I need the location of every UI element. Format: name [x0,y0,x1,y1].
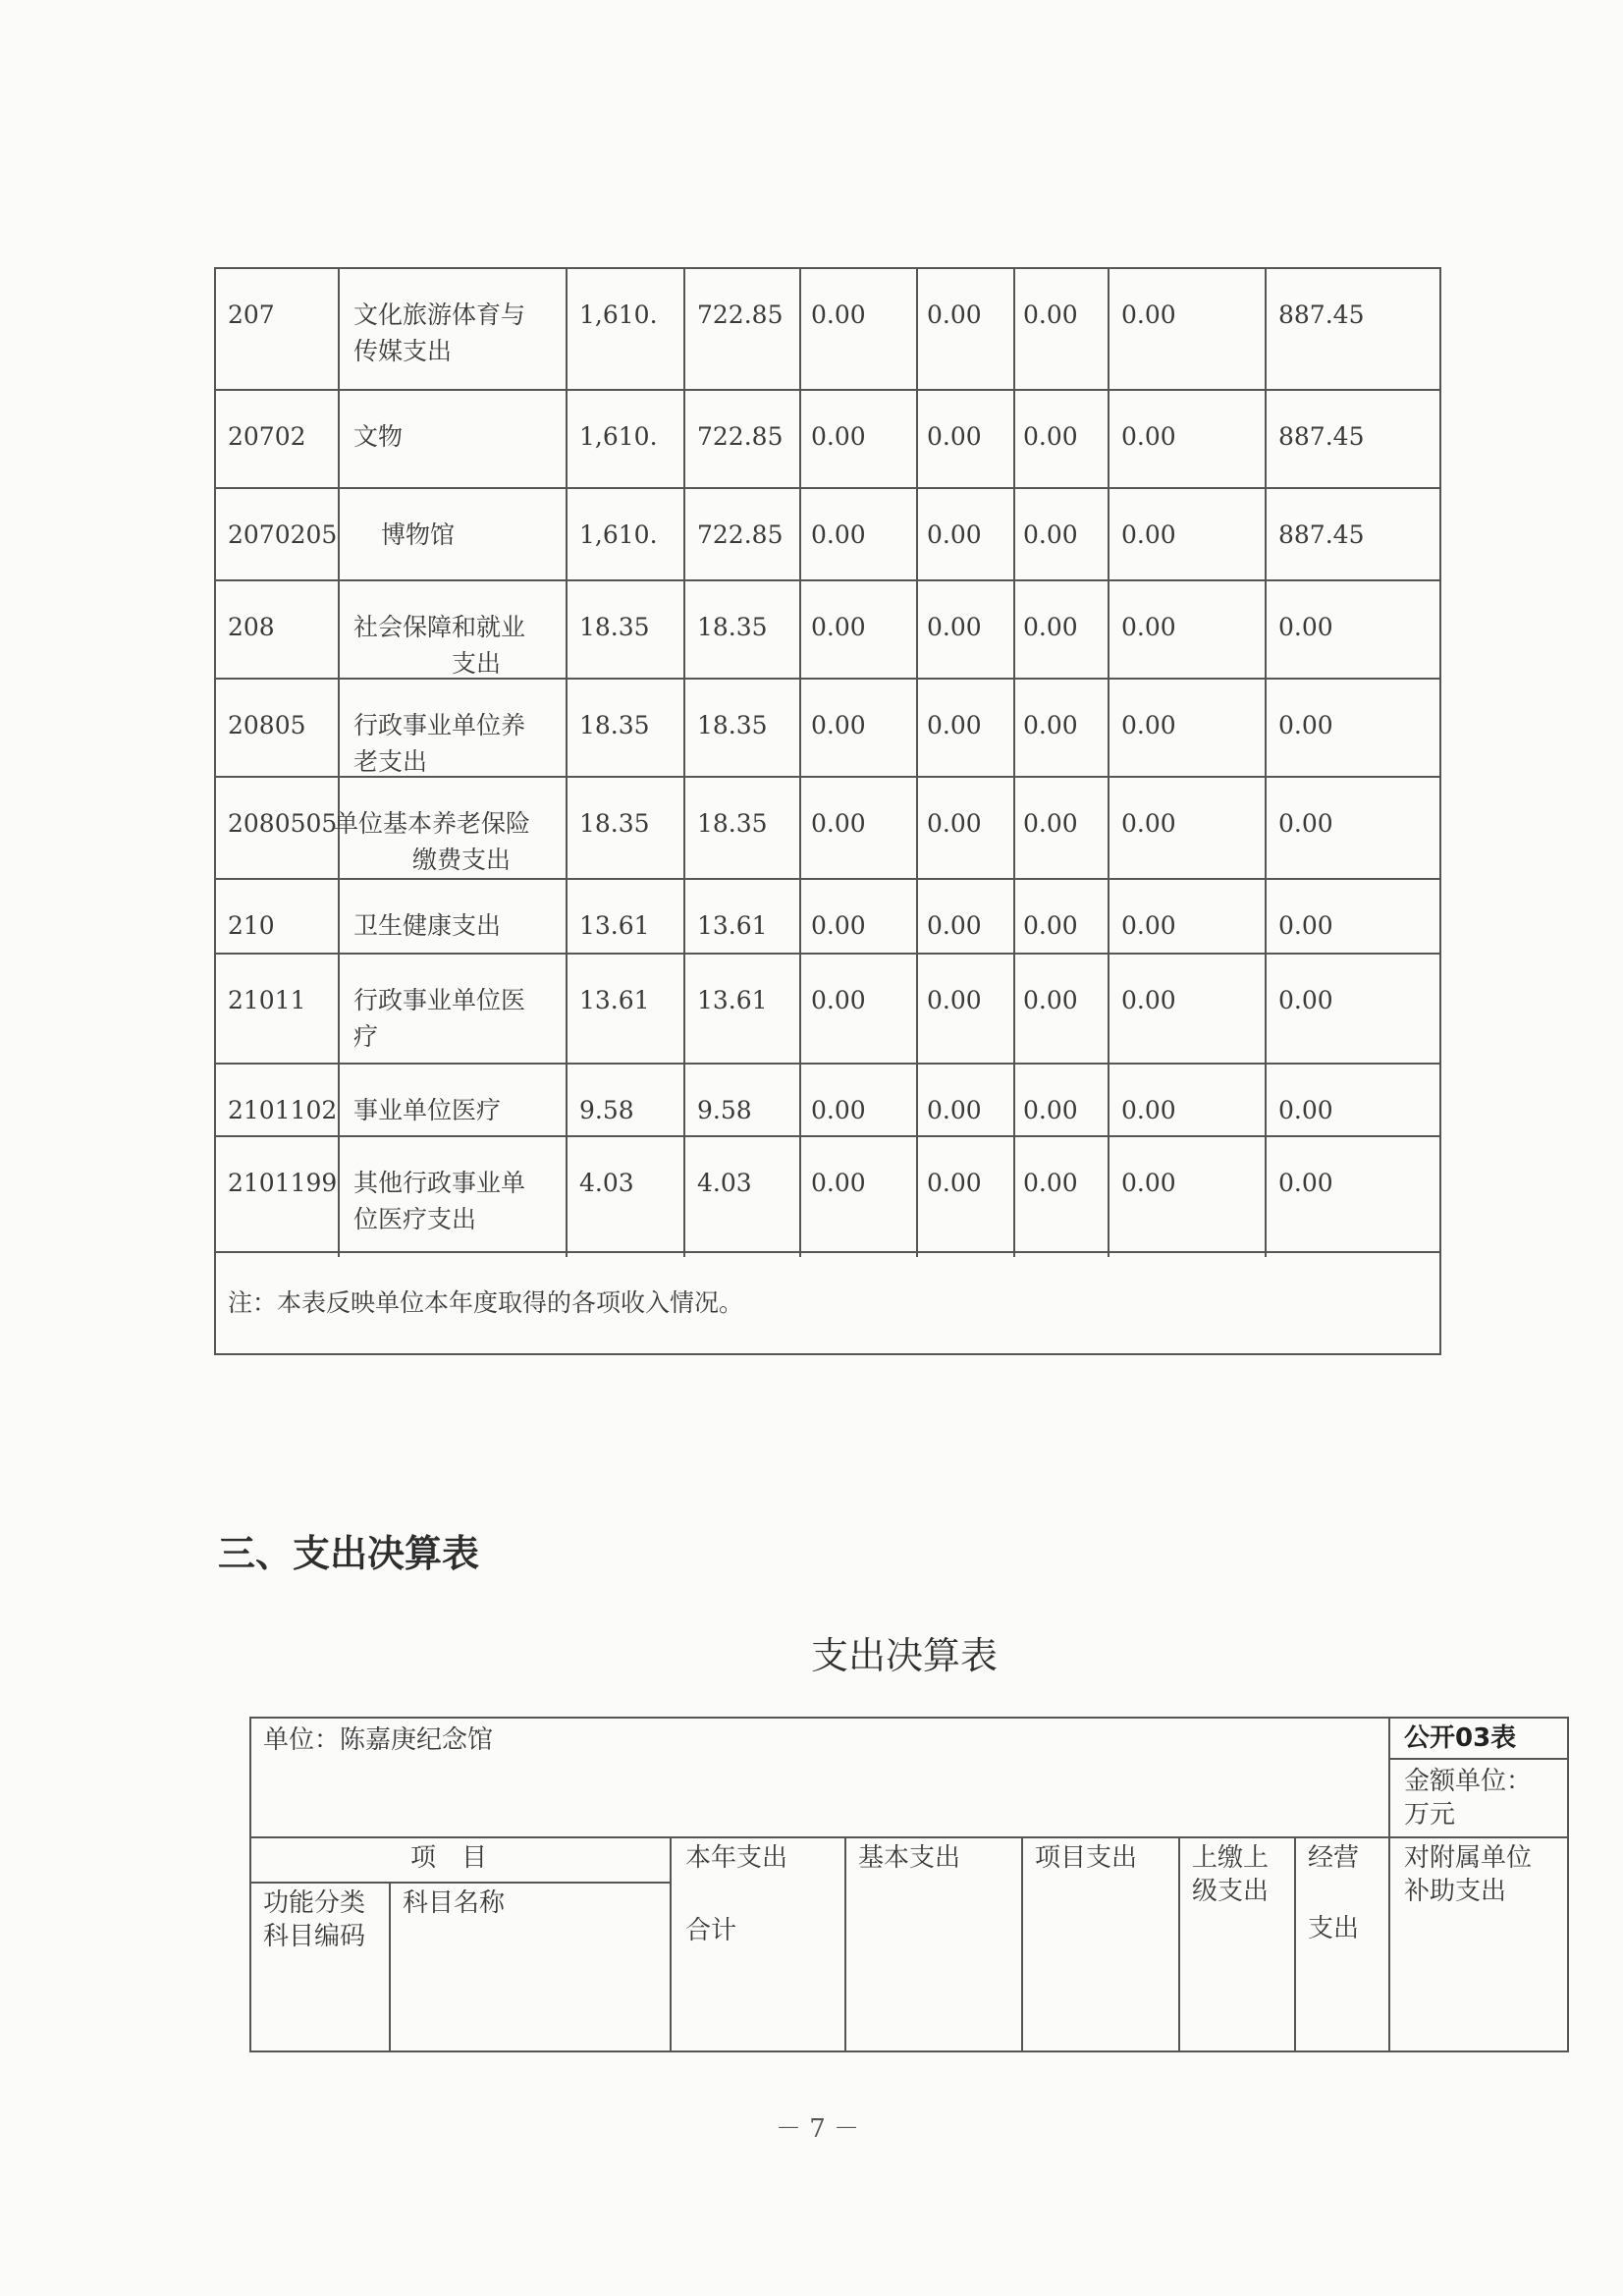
row-value: 9.58 [579,1096,634,1124]
row-value: 18.35 [579,613,650,641]
row-value: 0.00 [1278,1096,1333,1124]
row-value: 0.00 [1278,809,1333,838]
row-code: 208 [228,613,275,641]
row-value: 0.00 [1023,1096,1078,1124]
row-value: 0.00 [1278,711,1333,739]
row-value: 18.35 [579,809,650,838]
row-code: 2070205 [228,520,338,549]
row-value: 887.45 [1278,301,1365,329]
unit-label: 单位：陈嘉庚纪念馆 [263,1725,494,1755]
row-value: 0.00 [811,809,866,838]
row-value: 0.00 [927,520,982,549]
header-code-line2: 科目编码 [263,1922,366,1951]
row-value: 722.85 [697,520,784,549]
header-remit-line1: 上缴上 [1192,1843,1270,1873]
row-value: 18.35 [579,711,650,739]
row-value: 1,610. [579,520,658,549]
row-value: 0.00 [1121,1169,1176,1197]
row-value: 0.00 [1278,986,1333,1014]
row-code: 2101199 [228,1169,338,1197]
row-value: 0.00 [1278,911,1333,940]
row-value: 0.00 [927,711,982,739]
row-value: 0.00 [1278,613,1333,641]
row-value: 0.00 [1023,520,1078,549]
row-value: 0.00 [1121,422,1176,451]
row-value: 0.00 [927,986,982,1014]
row-name: 文物 [353,422,404,451]
row-name: 行政事业单位养 [353,711,526,739]
row-value: 0.00 [811,1096,866,1124]
header-subsidy-line1: 对附属单位 [1404,1843,1533,1873]
row-value: 0.00 [927,422,982,451]
row-name: 卫生健康支出 [353,911,502,940]
row-value: 0.00 [1121,301,1176,329]
row-name: 支出 [452,649,502,678]
amount-unit-label: 金额单位： [1404,1767,1533,1796]
header-project: 项目支出 [1035,1843,1138,1873]
row-value: 0.00 [1023,1169,1078,1197]
row-name: 老支出 [353,747,428,776]
row-name: 单位基本养老保险 [334,809,531,838]
row-value: 13.61 [697,986,768,1014]
row-value: 0.00 [927,809,982,838]
header-subsidy-line2: 补助支出 [1404,1877,1507,1906]
row-value: 0.00 [811,422,866,451]
row-name: 文化旅游体育与 [353,301,526,329]
row-name: 传媒支出 [353,337,453,365]
row-value: 0.00 [1023,711,1078,739]
row-code: 2080505 [228,809,338,838]
row-value: 0.00 [1023,613,1078,641]
row-value: 722.85 [697,422,784,451]
row-value: 1,610. [579,422,658,451]
row-value: 0.00 [1023,986,1078,1014]
row-value: 0.00 [1121,711,1176,739]
row-value: 0.00 [1121,1096,1176,1124]
row-value: 0.00 [927,1169,982,1197]
row-code: 207 [228,301,275,329]
form-number: 公开03表 [1404,1723,1517,1753]
row-code: 2101102 [228,1096,338,1124]
amount-unit-value: 万元 [1404,1800,1456,1830]
row-value: 887.45 [1278,520,1365,549]
row-value: 18.35 [697,809,768,838]
row-value: 0.00 [1023,809,1078,838]
row-name: 事业单位医疗 [353,1096,502,1124]
row-value: 13.61 [579,986,650,1014]
row-name: 其他行政事业单 [353,1169,526,1197]
row-value: 0.00 [811,520,866,549]
row-name: 社会保障和就业 [353,613,526,641]
row-value: 18.35 [697,613,768,641]
row-name: 缴费支出 [412,846,512,874]
page-number: － 7 － [776,2114,860,2144]
header-remit-line2: 级支出 [1192,1877,1270,1906]
row-value: 0.00 [1121,809,1176,838]
expense-table-title: 支出决算表 [811,1634,999,1677]
row-value: 0.00 [1023,301,1078,329]
row-value: 0.00 [1121,613,1176,641]
header-total-line1: 本年支出 [685,1843,788,1873]
row-code: 20702 [228,422,306,451]
row-value: 0.00 [811,911,866,940]
header-basic: 基本支出 [858,1843,961,1873]
row-value: 0.00 [1023,911,1078,940]
row-value: 0.00 [811,1169,866,1197]
header-item: 项 目 [410,1843,488,1873]
row-value: 0.00 [927,1096,982,1124]
row-value: 0.00 [811,613,866,641]
row-value: 1,610. [579,301,658,329]
row-value: 0.00 [811,301,866,329]
row-code: 20805 [228,711,306,739]
row-name: 位医疗支出 [353,1205,477,1233]
header-business-line1: 经营 [1308,1843,1360,1873]
row-value: 722.85 [697,301,784,329]
row-name: 疗 [353,1022,379,1051]
row-code: 210 [228,911,275,940]
row-value: 4.03 [697,1169,752,1197]
row-name: 博物馆 [381,520,456,549]
header-name: 科目名称 [403,1888,506,1918]
row-value: 887.45 [1278,422,1365,451]
row-value: 0.00 [1121,520,1176,549]
header-business-line2: 支出 [1308,1914,1360,1943]
row-value: 0.00 [927,613,982,641]
row-value: 0.00 [1121,986,1176,1014]
row-value: 0.00 [927,301,982,329]
row-value: 13.61 [697,911,768,940]
row-value: 0.00 [1278,1169,1333,1197]
header-code-line1: 功能分类 [263,1888,366,1918]
row-value: 9.58 [697,1096,752,1124]
row-value: 0.00 [1023,422,1078,451]
section-heading: 三、支出决算表 [218,1532,480,1575]
row-value: 4.03 [579,1169,634,1197]
row-name: 行政事业单位医 [353,986,526,1014]
row-value: 0.00 [811,711,866,739]
row-value: 0.00 [927,911,982,940]
row-code: 21011 [228,986,306,1014]
row-value: 0.00 [1121,911,1176,940]
row-value: 13.61 [579,911,650,940]
row-value: 0.00 [811,986,866,1014]
table-note: 注：本表反映单位本年度取得的各项收入情况。 [228,1288,744,1317]
row-value: 18.35 [697,711,768,739]
header-total-line2: 合计 [685,1916,737,1945]
